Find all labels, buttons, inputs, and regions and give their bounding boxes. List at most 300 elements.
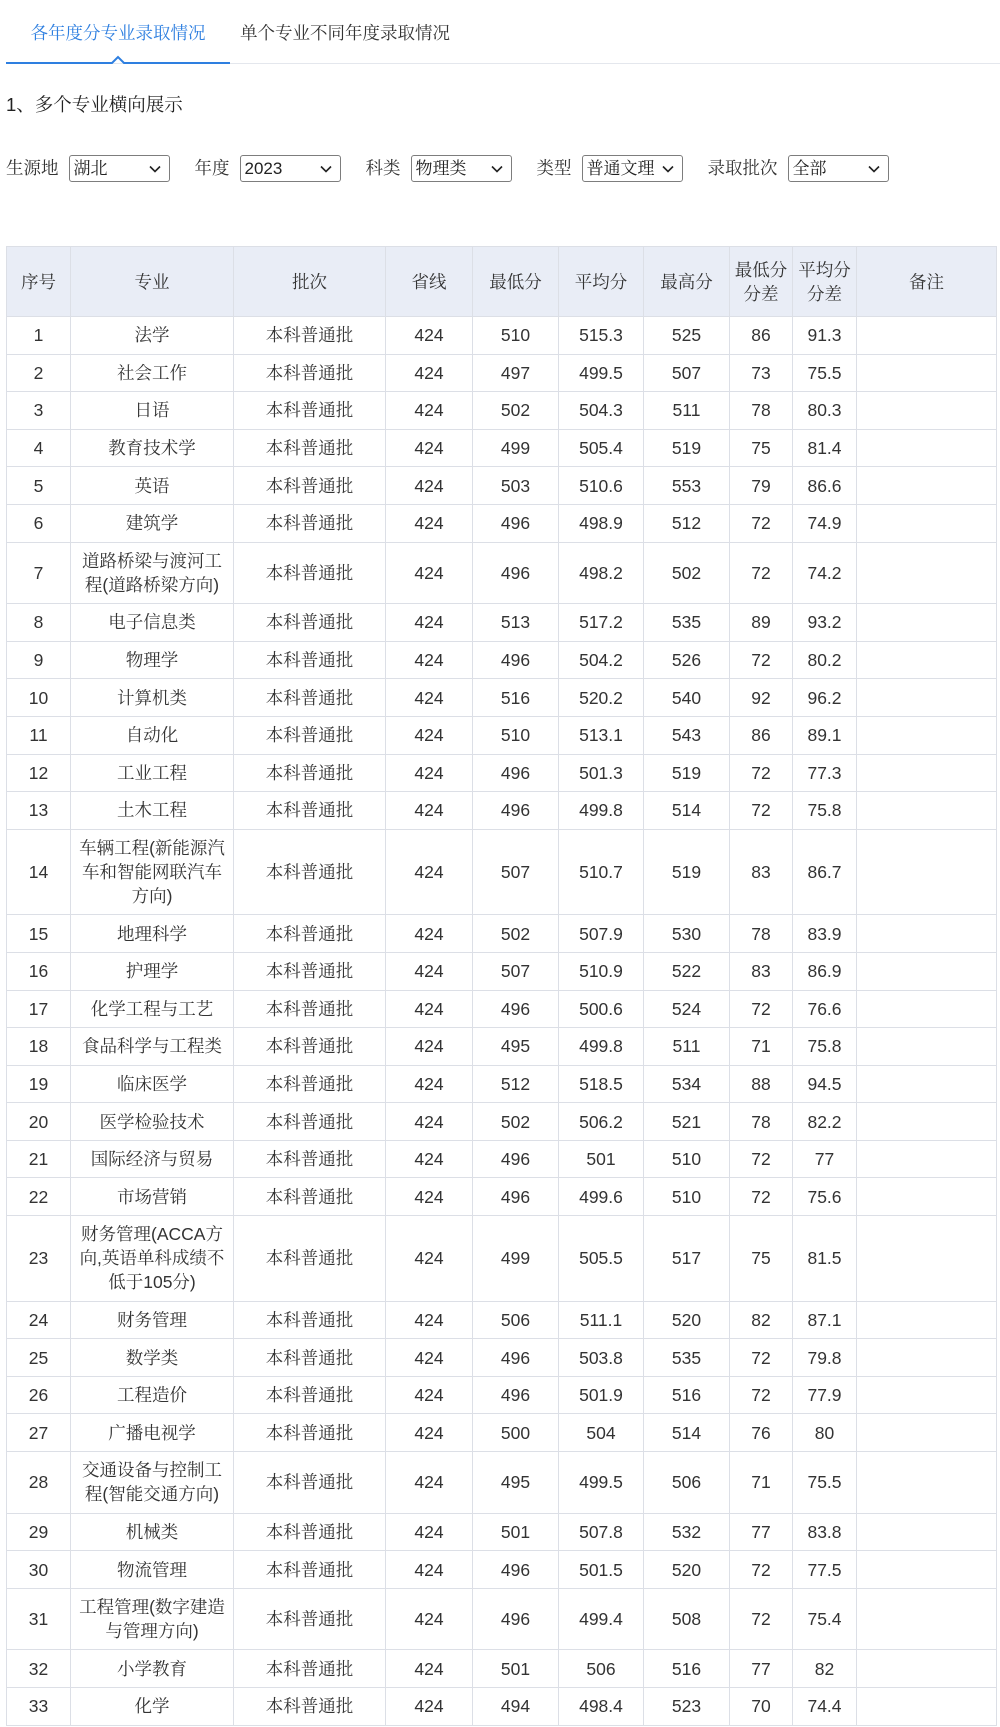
filter-bar bbox=[6, 154, 889, 182]
cell-min-score-diff: 73 bbox=[730, 354, 793, 392]
cell-min-score: 499 bbox=[473, 1216, 559, 1302]
cell-max-score: 516 bbox=[644, 1650, 730, 1688]
cell-remark bbox=[857, 1588, 997, 1650]
cell-remark bbox=[857, 467, 997, 505]
cell-major: 教育技术学 bbox=[71, 429, 234, 467]
cell-min-score: 500 bbox=[473, 1414, 559, 1452]
table-row bbox=[7, 1301, 997, 1339]
cell-avg-score: 499.5 bbox=[559, 1452, 644, 1514]
cell-min-score: 496 bbox=[473, 1339, 559, 1377]
cell-max-score: 532 bbox=[644, 1513, 730, 1551]
cell-index: 4 bbox=[7, 429, 71, 467]
cell-min-score-diff: 72 bbox=[730, 504, 793, 542]
cell-major: 国际经济与贸易 bbox=[71, 1140, 234, 1178]
cell-avg-score-diff: 87.1 bbox=[793, 1301, 857, 1339]
cell-min-score-diff: 77 bbox=[730, 1650, 793, 1688]
cell-avg-score: 511.1 bbox=[559, 1301, 644, 1339]
cell-remark bbox=[857, 829, 997, 915]
subject-category-filter bbox=[411, 155, 512, 182]
cell-index: 13 bbox=[7, 792, 71, 830]
cell-avg-score: 501.5 bbox=[559, 1551, 644, 1589]
cell-provincial-line: 424 bbox=[386, 542, 473, 604]
cell-remark bbox=[857, 792, 997, 830]
table-row bbox=[7, 1588, 997, 1650]
cell-avg-score: 515.3 bbox=[559, 317, 644, 355]
table-row bbox=[7, 542, 997, 604]
cell-batch: 本科普通批 bbox=[234, 1301, 386, 1339]
cell-index: 25 bbox=[7, 1339, 71, 1377]
admission-batch-select[interactable] bbox=[788, 155, 889, 182]
cell-avg-score-diff: 80.3 bbox=[793, 392, 857, 430]
table-row bbox=[7, 1339, 997, 1377]
cell-batch: 本科普通批 bbox=[234, 1178, 386, 1216]
column-header-max-score: 最高分 bbox=[644, 247, 730, 317]
cell-provincial-line: 424 bbox=[386, 915, 473, 953]
caret-up-icon bbox=[6, 57, 230, 63]
cell-min-score: 496 bbox=[473, 1551, 559, 1589]
tab-single-major-by-year[interactable]: 单个专业不同年度录取情况 bbox=[240, 23, 450, 43]
cell-min-score-diff: 75 bbox=[730, 1216, 793, 1302]
cell-major: 计算机类 bbox=[71, 679, 234, 717]
cell-remark bbox=[857, 754, 997, 792]
cell-remark bbox=[857, 1103, 997, 1141]
cell-min-score: 516 bbox=[473, 679, 559, 717]
cell-major: 护理学 bbox=[71, 952, 234, 990]
cell-index: 31 bbox=[7, 1588, 71, 1650]
cell-index: 32 bbox=[7, 1650, 71, 1688]
cell-avg-score: 501.9 bbox=[559, 1376, 644, 1414]
cell-major: 日语 bbox=[71, 392, 234, 430]
cell-batch: 本科普通批 bbox=[234, 829, 386, 915]
table-header bbox=[7, 247, 997, 317]
table-row bbox=[7, 679, 997, 717]
year-select[interactable] bbox=[240, 155, 341, 182]
cell-index: 27 bbox=[7, 1414, 71, 1452]
cell-max-score: 510 bbox=[644, 1178, 730, 1216]
cell-min-score-diff: 72 bbox=[730, 792, 793, 830]
cell-provincial-line: 424 bbox=[386, 504, 473, 542]
cell-remark bbox=[857, 641, 997, 679]
cell-avg-score: 501 bbox=[559, 1140, 644, 1178]
cell-avg-score-diff: 81.4 bbox=[793, 429, 857, 467]
cell-min-score-diff: 72 bbox=[730, 1551, 793, 1589]
cell-provincial-line: 424 bbox=[386, 354, 473, 392]
cell-avg-score-diff: 86.7 bbox=[793, 829, 857, 915]
cell-batch: 本科普通批 bbox=[234, 641, 386, 679]
cell-avg-score: 499.5 bbox=[559, 354, 644, 392]
cell-index: 6 bbox=[7, 504, 71, 542]
cell-min-score: 496 bbox=[473, 990, 559, 1028]
cell-avg-score-diff: 75.6 bbox=[793, 1178, 857, 1216]
cell-avg-score-diff: 77 bbox=[793, 1140, 857, 1178]
cell-remark bbox=[857, 317, 997, 355]
cell-batch: 本科普通批 bbox=[234, 1688, 386, 1726]
cell-max-score: 519 bbox=[644, 429, 730, 467]
cell-min-score: 497 bbox=[473, 354, 559, 392]
cell-index: 1 bbox=[7, 317, 71, 355]
cell-batch: 本科普通批 bbox=[234, 429, 386, 467]
cell-index: 2 bbox=[7, 354, 71, 392]
cell-avg-score: 507.9 bbox=[559, 915, 644, 953]
cell-min-score-diff: 83 bbox=[730, 952, 793, 990]
cell-min-score-diff: 72 bbox=[730, 1140, 793, 1178]
cell-remark bbox=[857, 915, 997, 953]
cell-major: 小学教育 bbox=[71, 1650, 234, 1688]
cell-min-score-diff: 72 bbox=[730, 1178, 793, 1216]
cell-min-score: 510 bbox=[473, 716, 559, 754]
cell-remark bbox=[857, 354, 997, 392]
cell-major: 工业工程 bbox=[71, 754, 234, 792]
cell-batch: 本科普通批 bbox=[234, 1028, 386, 1066]
cell-remark bbox=[857, 990, 997, 1028]
cell-avg-score: 499.4 bbox=[559, 1588, 644, 1650]
cell-major: 物流管理 bbox=[71, 1551, 234, 1589]
cell-max-score: 517 bbox=[644, 1216, 730, 1302]
cell-index: 23 bbox=[7, 1216, 71, 1302]
cell-max-score: 525 bbox=[644, 317, 730, 355]
column-header-avg-score: 平均分 bbox=[559, 247, 644, 317]
cell-max-score: 534 bbox=[644, 1065, 730, 1103]
cell-remark bbox=[857, 952, 997, 990]
cell-remark bbox=[857, 542, 997, 604]
cell-index: 19 bbox=[7, 1065, 71, 1103]
cell-avg-score-diff: 74.4 bbox=[793, 1688, 857, 1726]
cell-major: 食品科学与工程类 bbox=[71, 1028, 234, 1066]
cell-min-score: 507 bbox=[473, 829, 559, 915]
cell-batch: 本科普通批 bbox=[234, 1513, 386, 1551]
cell-avg-score: 498.4 bbox=[559, 1688, 644, 1726]
column-header-remark: 备注 bbox=[857, 247, 997, 317]
cell-batch: 本科普通批 bbox=[234, 754, 386, 792]
column-header-min-score-diff: 最低分分差 bbox=[730, 247, 793, 317]
table-row bbox=[7, 1688, 997, 1726]
cell-remark bbox=[857, 1216, 997, 1302]
cell-index: 22 bbox=[7, 1178, 71, 1216]
cell-batch: 本科普通批 bbox=[234, 1452, 386, 1514]
table-row bbox=[7, 792, 997, 830]
cell-remark bbox=[857, 1065, 997, 1103]
cell-avg-score: 510.9 bbox=[559, 952, 644, 990]
cell-batch: 本科普通批 bbox=[234, 952, 386, 990]
table-row bbox=[7, 354, 997, 392]
cell-avg-score-diff: 77.5 bbox=[793, 1551, 857, 1589]
column-header-min-score: 最低分 bbox=[473, 247, 559, 317]
cell-provincial-line: 424 bbox=[386, 1551, 473, 1589]
cell-provincial-line: 424 bbox=[386, 429, 473, 467]
cell-provincial-line: 424 bbox=[386, 990, 473, 1028]
table-row bbox=[7, 604, 997, 642]
cell-index: 5 bbox=[7, 467, 71, 505]
cell-min-score: 496 bbox=[473, 1140, 559, 1178]
cell-provincial-line: 424 bbox=[386, 1339, 473, 1377]
cell-min-score: 512 bbox=[473, 1065, 559, 1103]
cell-max-score: 519 bbox=[644, 754, 730, 792]
cell-major: 英语 bbox=[71, 467, 234, 505]
cell-avg-score-diff: 82 bbox=[793, 1650, 857, 1688]
cell-provincial-line: 424 bbox=[386, 392, 473, 430]
cell-index: 26 bbox=[7, 1376, 71, 1414]
cell-batch: 本科普通批 bbox=[234, 990, 386, 1028]
table-row bbox=[7, 952, 997, 990]
cell-avg-score-diff: 75.8 bbox=[793, 792, 857, 830]
cell-min-score-diff: 78 bbox=[730, 915, 793, 953]
cell-avg-score-diff: 77.3 bbox=[793, 754, 857, 792]
cell-max-score: 512 bbox=[644, 504, 730, 542]
cell-min-score: 502 bbox=[473, 392, 559, 430]
table-row bbox=[7, 1065, 997, 1103]
cell-avg-score-diff: 76.6 bbox=[793, 990, 857, 1028]
table-row bbox=[7, 1028, 997, 1066]
cell-major: 财务管理 bbox=[71, 1301, 234, 1339]
cell-avg-score: 505.5 bbox=[559, 1216, 644, 1302]
cell-avg-score-diff: 77.9 bbox=[793, 1376, 857, 1414]
cell-remark bbox=[857, 1339, 997, 1377]
cell-max-score: 535 bbox=[644, 604, 730, 642]
cell-avg-score-diff: 75.5 bbox=[793, 1452, 857, 1514]
cell-max-score: 524 bbox=[644, 990, 730, 1028]
table-row bbox=[7, 429, 997, 467]
cell-major: 化学 bbox=[71, 1688, 234, 1726]
cell-index: 18 bbox=[7, 1028, 71, 1066]
cell-remark bbox=[857, 1140, 997, 1178]
cell-major: 临床医学 bbox=[71, 1065, 234, 1103]
cell-min-score: 510 bbox=[473, 317, 559, 355]
cell-min-score: 496 bbox=[473, 542, 559, 604]
cell-remark bbox=[857, 1551, 997, 1589]
cell-index: 28 bbox=[7, 1452, 71, 1514]
cell-major: 道路桥梁与渡河工程(道路桥梁方向) bbox=[71, 542, 234, 604]
cell-provincial-line: 424 bbox=[386, 317, 473, 355]
cell-remark bbox=[857, 604, 997, 642]
cell-min-score: 496 bbox=[473, 504, 559, 542]
cell-remark bbox=[857, 1688, 997, 1726]
subject-category-select[interactable] bbox=[411, 155, 512, 182]
cell-avg-score: 499.8 bbox=[559, 1028, 644, 1066]
cell-avg-score: 504 bbox=[559, 1414, 644, 1452]
cell-major: 广播电视学 bbox=[71, 1414, 234, 1452]
cell-provincial-line: 424 bbox=[386, 829, 473, 915]
active-tab-indicator bbox=[6, 55, 230, 64]
cell-max-score: 506 bbox=[644, 1452, 730, 1514]
section-title: 1、多个专业横向展示 bbox=[6, 94, 183, 115]
cell-min-score: 502 bbox=[473, 915, 559, 953]
cell-provincial-line: 424 bbox=[386, 1103, 473, 1141]
cell-min-score-diff: 79 bbox=[730, 467, 793, 505]
cell-min-score: 496 bbox=[473, 1376, 559, 1414]
cell-major: 财务管理(ACCA方向,英语单科成绩不低于105分) bbox=[71, 1216, 234, 1302]
tab-bar bbox=[0, 0, 1000, 66]
cell-avg-score-diff: 94.5 bbox=[793, 1065, 857, 1103]
cell-provincial-line: 424 bbox=[386, 952, 473, 990]
cell-avg-score-diff: 86.6 bbox=[793, 467, 857, 505]
cell-remark bbox=[857, 716, 997, 754]
cell-avg-score: 501.3 bbox=[559, 754, 644, 792]
cell-batch: 本科普通批 bbox=[234, 1103, 386, 1141]
cell-index: 10 bbox=[7, 679, 71, 717]
admission-type-filter bbox=[582, 155, 683, 182]
cell-index: 14 bbox=[7, 829, 71, 915]
cell-max-score: 543 bbox=[644, 716, 730, 754]
cell-avg-score: 513.1 bbox=[559, 716, 644, 754]
cell-max-score: 514 bbox=[644, 1414, 730, 1452]
cell-batch: 本科普通批 bbox=[234, 1650, 386, 1688]
cell-avg-score: 518.5 bbox=[559, 1065, 644, 1103]
cell-max-score: 535 bbox=[644, 1339, 730, 1377]
province-select[interactable] bbox=[69, 155, 170, 182]
cell-avg-score-diff: 75.8 bbox=[793, 1028, 857, 1066]
cell-min-score: 499 bbox=[473, 429, 559, 467]
cell-avg-score-diff: 96.2 bbox=[793, 679, 857, 717]
cell-min-score-diff: 72 bbox=[730, 754, 793, 792]
cell-batch: 本科普通批 bbox=[234, 467, 386, 505]
cell-batch: 本科普通批 bbox=[234, 1216, 386, 1302]
cell-index: 15 bbox=[7, 915, 71, 953]
cell-avg-score-diff: 89.1 bbox=[793, 716, 857, 754]
province-filter bbox=[69, 155, 170, 182]
table-row bbox=[7, 716, 997, 754]
cell-index: 33 bbox=[7, 1688, 71, 1726]
cell-batch: 本科普通批 bbox=[234, 504, 386, 542]
cell-major: 数学类 bbox=[71, 1339, 234, 1377]
table-row bbox=[7, 754, 997, 792]
cell-min-score-diff: 92 bbox=[730, 679, 793, 717]
cell-avg-score: 510.6 bbox=[559, 467, 644, 505]
cell-min-score: 494 bbox=[473, 1688, 559, 1726]
cell-batch: 本科普通批 bbox=[234, 716, 386, 754]
cell-avg-score-diff: 74.2 bbox=[793, 542, 857, 604]
cell-min-score: 507 bbox=[473, 952, 559, 990]
cell-min-score-diff: 72 bbox=[730, 990, 793, 1028]
cell-max-score: 516 bbox=[644, 1376, 730, 1414]
cell-max-score: 520 bbox=[644, 1551, 730, 1589]
admission-batch-label: 录取批次 bbox=[707, 158, 778, 178]
cell-remark bbox=[857, 1414, 997, 1452]
table-row bbox=[7, 829, 997, 915]
column-header-provincial-line: 省线 bbox=[386, 247, 473, 317]
cell-min-score-diff: 89 bbox=[730, 604, 793, 642]
cell-index: 29 bbox=[7, 1513, 71, 1551]
admission-table bbox=[6, 246, 997, 1726]
cell-batch: 本科普通批 bbox=[234, 604, 386, 642]
cell-batch: 本科普通批 bbox=[234, 1065, 386, 1103]
cell-index: 8 bbox=[7, 604, 71, 642]
cell-remark bbox=[857, 1513, 997, 1551]
cell-avg-score-diff: 83.8 bbox=[793, 1513, 857, 1551]
cell-min-score-diff: 72 bbox=[730, 1588, 793, 1650]
cell-max-score: 519 bbox=[644, 829, 730, 915]
cell-major: 机械类 bbox=[71, 1513, 234, 1551]
cell-max-score: 522 bbox=[644, 952, 730, 990]
cell-provincial-line: 424 bbox=[386, 1376, 473, 1414]
table-row bbox=[7, 1551, 997, 1589]
cell-avg-score: 500.6 bbox=[559, 990, 644, 1028]
cell-provincial-line: 424 bbox=[386, 679, 473, 717]
cell-min-score-diff: 72 bbox=[730, 1376, 793, 1414]
cell-avg-score: 510.7 bbox=[559, 829, 644, 915]
cell-min-score-diff: 75 bbox=[730, 429, 793, 467]
cell-provincial-line: 424 bbox=[386, 1301, 473, 1339]
cell-max-score: 540 bbox=[644, 679, 730, 717]
cell-major: 物理学 bbox=[71, 641, 234, 679]
province-label: 生源地 bbox=[6, 158, 59, 178]
cell-min-score-diff: 72 bbox=[730, 542, 793, 604]
cell-provincial-line: 424 bbox=[386, 716, 473, 754]
cell-remark bbox=[857, 1376, 997, 1414]
cell-remark bbox=[857, 679, 997, 717]
column-header-batch: 批次 bbox=[234, 247, 386, 317]
cell-min-score-diff: 72 bbox=[730, 1339, 793, 1377]
cell-max-score: 511 bbox=[644, 1028, 730, 1066]
cell-major: 电子信息类 bbox=[71, 604, 234, 642]
cell-avg-score: 505.4 bbox=[559, 429, 644, 467]
cell-provincial-line: 424 bbox=[386, 1588, 473, 1650]
cell-min-score: 502 bbox=[473, 1103, 559, 1141]
cell-max-score: 511 bbox=[644, 392, 730, 430]
cell-avg-score: 504.3 bbox=[559, 392, 644, 430]
table-row bbox=[7, 915, 997, 953]
cell-major: 自动化 bbox=[71, 716, 234, 754]
cell-avg-score-diff: 75.4 bbox=[793, 1588, 857, 1650]
tab-yearly-by-major[interactable]: 各年度分专业录取情况 bbox=[30, 23, 206, 43]
cell-min-score: 495 bbox=[473, 1028, 559, 1066]
table-row bbox=[7, 990, 997, 1028]
cell-min-score: 496 bbox=[473, 1588, 559, 1650]
cell-avg-score: 517.2 bbox=[559, 604, 644, 642]
cell-major: 工程造价 bbox=[71, 1376, 234, 1414]
cell-index: 3 bbox=[7, 392, 71, 430]
cell-min-score-diff: 72 bbox=[730, 641, 793, 679]
cell-index: 17 bbox=[7, 990, 71, 1028]
cell-min-score: 496 bbox=[473, 754, 559, 792]
cell-avg-score-diff: 80.2 bbox=[793, 641, 857, 679]
column-header-avg-score-diff: 平均分分差 bbox=[793, 247, 857, 317]
cell-provincial-line: 424 bbox=[386, 1216, 473, 1302]
cell-min-score-diff: 86 bbox=[730, 317, 793, 355]
cell-avg-score: 507.8 bbox=[559, 1513, 644, 1551]
cell-avg-score-diff: 91.3 bbox=[793, 317, 857, 355]
cell-batch: 本科普通批 bbox=[234, 1339, 386, 1377]
cell-min-score-diff: 78 bbox=[730, 392, 793, 430]
cell-provincial-line: 424 bbox=[386, 1452, 473, 1514]
cell-min-score-diff: 83 bbox=[730, 829, 793, 915]
cell-index: 7 bbox=[7, 542, 71, 604]
cell-major: 医学检验技术 bbox=[71, 1103, 234, 1141]
cell-provincial-line: 424 bbox=[386, 1028, 473, 1066]
cell-index: 9 bbox=[7, 641, 71, 679]
cell-avg-score-diff: 86.9 bbox=[793, 952, 857, 990]
cell-provincial-line: 424 bbox=[386, 641, 473, 679]
table-row bbox=[7, 1414, 997, 1452]
cell-avg-score: 506.2 bbox=[559, 1103, 644, 1141]
cell-min-score-diff: 70 bbox=[730, 1688, 793, 1726]
table-row bbox=[7, 1376, 997, 1414]
cell-major: 工程管理(数字建造与管理方向) bbox=[71, 1588, 234, 1650]
cell-major: 土木工程 bbox=[71, 792, 234, 830]
cell-avg-score: 498.9 bbox=[559, 504, 644, 542]
cell-batch: 本科普通批 bbox=[234, 915, 386, 953]
table-row bbox=[7, 317, 997, 355]
cell-min-score: 513 bbox=[473, 604, 559, 642]
cell-avg-score: 499.8 bbox=[559, 792, 644, 830]
table-row bbox=[7, 1452, 997, 1514]
cell-max-score: 553 bbox=[644, 467, 730, 505]
cell-avg-score: 503.8 bbox=[559, 1339, 644, 1377]
year-filter bbox=[240, 155, 341, 182]
cell-batch: 本科普通批 bbox=[234, 679, 386, 717]
cell-provincial-line: 424 bbox=[386, 1140, 473, 1178]
admission-type-select[interactable] bbox=[582, 155, 683, 182]
cell-max-score: 507 bbox=[644, 354, 730, 392]
